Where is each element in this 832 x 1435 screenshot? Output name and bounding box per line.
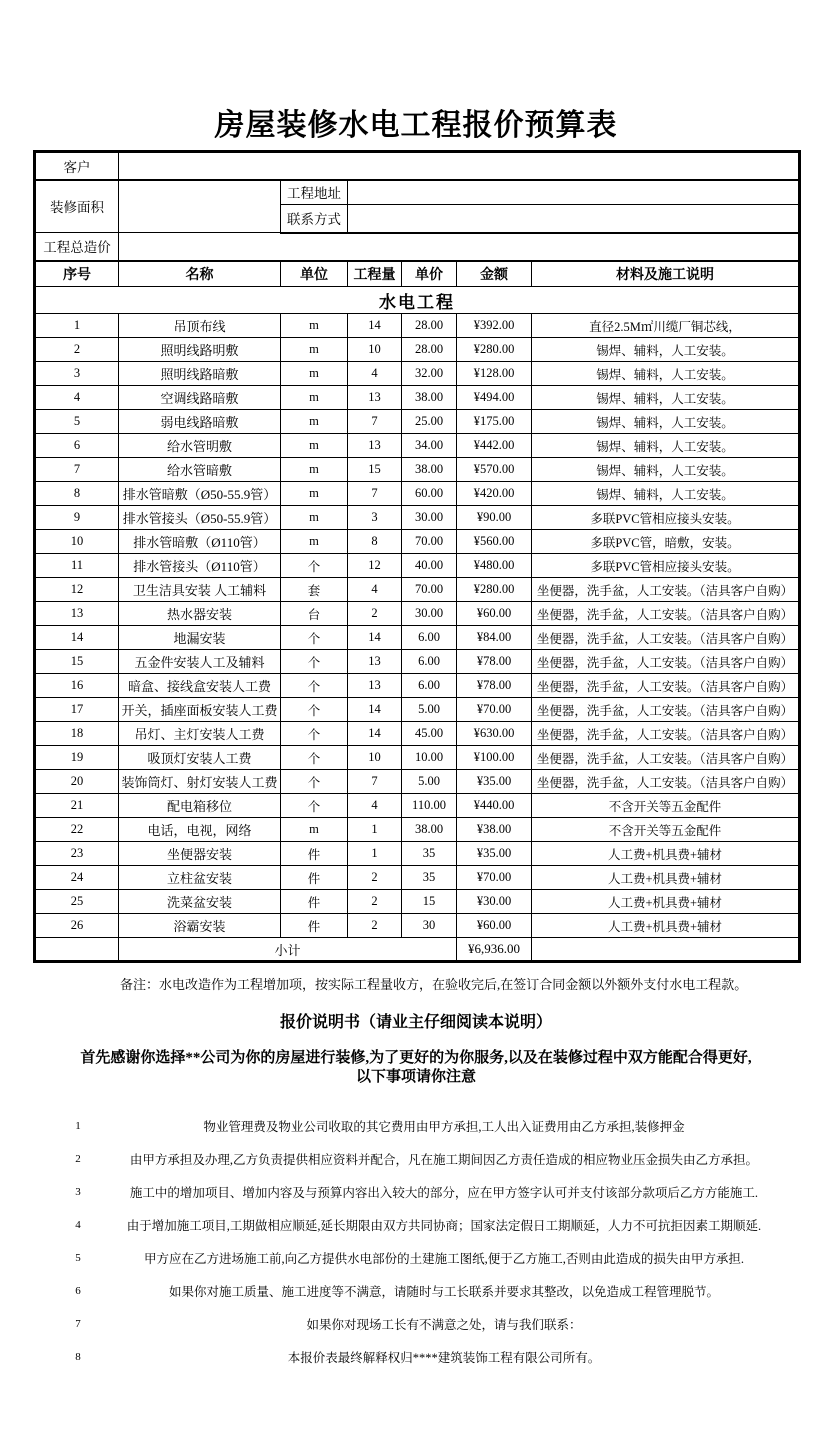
table-row [35,506,800,530]
row-no: 1 [35,314,119,338]
item-price: 30.00 [402,602,457,626]
row-no: 6 [35,434,119,458]
item-name: 照明线路暗敷 [119,362,281,386]
item-unit: 个 [281,650,348,674]
total-value [119,233,800,261]
table-row [35,482,800,506]
item-note: 坐便器，洗手盆，人工安装。（洁具客户自购） [532,626,800,650]
notice-item [0,1340,832,1373]
item-note: 不含开关等五金配件 [532,818,800,842]
notice-item [0,1241,832,1274]
notice-item-number: 1 [75,1119,81,1132]
notice-item [0,1175,832,1208]
row-no: 18 [35,722,119,746]
item-price: 40.00 [402,554,457,578]
item-unit: m [281,482,348,506]
table-row [35,578,800,602]
item-note: 不含开关等五金配件 [532,794,800,818]
item-amount: ¥560.00 [457,530,532,554]
item-amount: ¥38.00 [457,818,532,842]
item-qty: 14 [348,722,402,746]
table-row [35,746,800,770]
item-name: 吊顶布线 [119,314,281,338]
area-value [119,180,281,233]
item-unit: 个 [281,626,348,650]
item-qty: 1 [348,818,402,842]
item-name: 开关，插座面板安装人工费 [119,698,281,722]
table-row [35,818,800,842]
item-qty: 7 [348,410,402,434]
item-price: 5.00 [402,770,457,794]
item-note: 坐便器，洗手盆，人工安装。（洁具客户自购） [532,674,800,698]
item-note: 坐便器，洗手盆，人工安装。（洁具客户自购） [532,650,800,674]
item-price: 110.00 [402,794,457,818]
item-amount: ¥494.00 [457,386,532,410]
item-name: 装饰筒灯、射灯安装人工费 [119,770,281,794]
item-note: 坐便器，洗手盆，人工安装。（洁具客户自购） [532,770,800,794]
col-header-no: 序号 [35,261,119,287]
col-header-qty: 工程量 [348,261,402,287]
row-no: 16 [35,674,119,698]
item-amount: ¥280.00 [457,338,532,362]
item-note: 人工费+机具费+辅材 [532,890,800,914]
item-unit: 个 [281,698,348,722]
item-name: 排水管接头（Ø110管） [119,554,281,578]
table-row [35,842,800,866]
item-unit: m [281,314,348,338]
section-title: 水电工程 [35,287,800,314]
item-note: 多联PVC管相应接头安装。 [532,554,800,578]
item-name: 五金件安装人工及辅料 [119,650,281,674]
item-price: 6.00 [402,650,457,674]
item-qty: 12 [348,554,402,578]
col-header-unit: 单位 [281,261,348,287]
item-unit: 套 [281,578,348,602]
table-row [35,722,800,746]
notice-list [0,1109,832,1373]
row-no: 24 [35,866,119,890]
notice-item-number: 8 [75,1350,81,1363]
table-row [35,698,800,722]
item-qty: 4 [348,362,402,386]
item-name: 配电箱移位 [119,794,281,818]
item-qty: 15 [348,458,402,482]
item-price: 34.00 [402,434,457,458]
item-note: 锡焊、辅料，人工安装。 [532,482,800,506]
subtotal-label: 小计 [119,938,457,962]
notice-item [0,1274,832,1307]
item-name: 吸顶灯安装人工费 [119,746,281,770]
item-qty: 13 [348,434,402,458]
item-qty: 7 [348,770,402,794]
item-name: 暗盒、接线盒安装人工费 [119,674,281,698]
notice-item-text: 物业管理费及物业公司收取的其它费用由甲方承担,工人出入证费用由乙方承担,装修押金 [203,1119,685,1134]
item-amount: ¥84.00 [457,626,532,650]
item-qty: 14 [348,314,402,338]
item-qty: 4 [348,578,402,602]
item-note: 锡焊、辅料，人工安装。 [532,362,800,386]
item-unit: 个 [281,554,348,578]
item-name: 排水管暗敷（Ø50-55.9管） [119,482,281,506]
item-price: 38.00 [402,458,457,482]
item-qty: 3 [348,506,402,530]
quotation-table [33,150,801,963]
item-qty: 4 [348,794,402,818]
item-price: 38.00 [402,386,457,410]
row-no: 9 [35,506,119,530]
item-amount: ¥60.00 [457,602,532,626]
table-row [35,626,800,650]
notice-item-number: 3 [75,1185,81,1198]
row-no: 21 [35,794,119,818]
customer-label: 客户 [35,152,119,180]
item-name: 洗菜盆安装 [119,890,281,914]
item-unit: 个 [281,770,348,794]
item-note: 多联PVC管相应接头安装。 [532,506,800,530]
notice-intro [0,1049,832,1087]
notice-item-number: 2 [75,1152,81,1165]
table-row [35,434,800,458]
item-name: 地漏安装 [119,626,281,650]
page-title: 房屋装修水电工程报价预算表 [214,109,618,142]
item-amount: ¥70.00 [457,698,532,722]
table-header-row [35,261,800,287]
table-row [35,530,800,554]
row-no: 2 [35,338,119,362]
item-name: 吊灯、主灯安装人工费 [119,722,281,746]
notice-item [0,1307,832,1340]
row-no: 13 [35,602,119,626]
item-amount: ¥60.00 [457,914,532,938]
item-qty: 10 [348,746,402,770]
row-no: 5 [35,410,119,434]
item-qty: 13 [348,386,402,410]
table-row [35,914,800,938]
table-row [35,890,800,914]
row-no: 26 [35,914,119,938]
notice-item [0,1109,832,1142]
item-amount: ¥280.00 [457,578,532,602]
row-no: 20 [35,770,119,794]
table-row [35,386,800,410]
row-no: 17 [35,698,119,722]
item-qty: 10 [348,338,402,362]
item-unit: m [281,458,348,482]
row-no: 4 [35,386,119,410]
table-row [35,674,800,698]
item-amount: ¥78.00 [457,674,532,698]
notice-item-number: 5 [75,1251,81,1264]
notice-item-text: 如果你对现场工长有不满意之处，请与我们联系： [306,1317,582,1332]
item-unit: m [281,818,348,842]
notice-item-text: 由于增加施工项目,工期做相应顺延,延长期限由双方共同协商；国家法定假日工期顺延，人力不可抗拒因素工期顺延. [126,1218,762,1233]
row-no: 23 [35,842,119,866]
row-no: 25 [35,890,119,914]
item-note: 直径2.5M㎡川缆厂铜芯线， [532,314,800,338]
item-price: 15 [402,890,457,914]
item-amount: ¥392.00 [457,314,532,338]
item-price: 60.00 [402,482,457,506]
table-row [35,410,800,434]
row-no: 14 [35,626,119,650]
item-price: 25.00 [402,410,457,434]
item-unit: m [281,362,348,386]
item-price: 30 [402,914,457,938]
item-name: 卫生洁具安装 人工辅料 [119,578,281,602]
item-amount: ¥442.00 [457,434,532,458]
item-qty: 2 [348,866,402,890]
item-unit: 个 [281,746,348,770]
item-amount: ¥78.00 [457,650,532,674]
item-amount: ¥630.00 [457,722,532,746]
item-unit: 件 [281,866,348,890]
total-cost-row [35,233,800,261]
table-row [35,794,800,818]
item-name: 电话，电视，网络 [119,818,281,842]
table-row [35,362,800,386]
row-no: 3 [35,362,119,386]
item-unit: m [281,506,348,530]
item-qty: 8 [348,530,402,554]
item-name: 给水管明敷 [119,434,281,458]
item-note: 人工费+机具费+辅材 [532,914,800,938]
row-no: 12 [35,578,119,602]
item-amount: ¥420.00 [457,482,532,506]
item-name: 排水管暗敷（Ø110管） [119,530,281,554]
item-note: 坐便器，洗手盆，人工安装。（洁具客户自购） [532,602,800,626]
notice-intro-line2: 以下事项请你注意 [355,1069,476,1085]
row-no: 7 [35,458,119,482]
item-price: 6.00 [402,674,457,698]
item-price: 38.00 [402,818,457,842]
item-unit: m [281,530,348,554]
item-unit: m [281,386,348,410]
notice-heading: 报价说明书（请业主仔细阅读本说明） [279,1014,552,1031]
address-label: 工程地址 [281,180,348,205]
item-unit: m [281,338,348,362]
item-unit: 件 [281,914,348,938]
item-amount: ¥35.00 [457,842,532,866]
area-label: 装修面积 [35,180,119,233]
item-amount: ¥440.00 [457,794,532,818]
item-unit: 件 [281,842,348,866]
item-price: 10.00 [402,746,457,770]
item-note: 多联PVC管，暗敷，安装。 [532,530,800,554]
item-name: 排水管接头（Ø50-55.9管） [119,506,281,530]
remark-note: 备注：水电改造作为工程增加项，按实际工程量收方，在验收完后,在签订合同金额以外额外支付水电工程款。 [120,977,748,992]
item-amount: ¥30.00 [457,890,532,914]
notice-item-number: 7 [75,1317,81,1330]
item-name: 给水管暗敷 [119,458,281,482]
row-no: 15 [35,650,119,674]
item-note: 人工费+机具费+辅材 [532,842,800,866]
item-name: 弱电线路暗敷 [119,410,281,434]
item-name: 坐便器安装 [119,842,281,866]
notice-item-text: 由甲方承担及办理,乙方负责提供相应资料并配合，凡在施工期间因乙方责任造成的相应物业压金损失由乙方承担。 [129,1152,759,1167]
row-no: 19 [35,746,119,770]
notice-item-text: 本报价表最终解释权归****建筑装饰工程有限公司所有。 [287,1350,601,1365]
area-address-row [35,180,800,205]
item-note: 锡焊、辅料，人工安装。 [532,458,800,482]
contact-label: 联系方式 [281,205,348,233]
subtotal-empty-no [35,938,119,962]
item-amount: ¥128.00 [457,362,532,386]
table-row [35,338,800,362]
table-row [35,770,800,794]
item-price: 32.00 [402,362,457,386]
item-unit: 台 [281,602,348,626]
item-note: 坐便器，洗手盆，人工安装。（洁具客户自购） [532,722,800,746]
item-note: 锡焊、辅料，人工安装。 [532,386,800,410]
item-note: 锡焊、辅料，人工安装。 [532,434,800,458]
total-label: 工程总造价 [35,233,119,261]
item-qty: 1 [348,842,402,866]
item-unit: 件 [281,890,348,914]
notice-intro-line1: 首先感谢你选择**公司为你的房屋进行装修,为了更好的为你服务,以及在装修过程中双方能配合得更好, [80,1050,752,1066]
col-header-note: 材料及施工说明 [532,261,800,287]
item-note: 人工费+机具费+辅材 [532,866,800,890]
item-qty: 14 [348,626,402,650]
item-name: 立柱盆安装 [119,866,281,890]
item-price: 28.00 [402,314,457,338]
table-row [35,554,800,578]
item-qty: 2 [348,914,402,938]
customer-value [119,152,800,180]
table-row [35,602,800,626]
item-price: 30.00 [402,506,457,530]
notice-item [0,1208,832,1241]
item-price: 35 [402,866,457,890]
item-price: 45.00 [402,722,457,746]
item-note: 锡焊、辅料，人工安装。 [532,410,800,434]
item-unit: 个 [281,722,348,746]
item-name: 热水器安装 [119,602,281,626]
item-name: 照明线路明敷 [119,338,281,362]
item-unit: m [281,410,348,434]
item-unit: m [281,434,348,458]
table-row [35,314,800,338]
table-row [35,650,800,674]
row-no: 10 [35,530,119,554]
item-price: 6.00 [402,626,457,650]
subtotal-amount: ¥6,936.00 [457,938,532,962]
item-price: 70.00 [402,530,457,554]
row-no: 22 [35,818,119,842]
address-value [348,180,800,205]
row-no: 8 [35,482,119,506]
notice-item-number: 6 [75,1284,81,1297]
item-qty: 2 [348,602,402,626]
notice-item-text: 甲方应在乙方进场施工前,向乙方提供水电部份的土建施工图纸,便于乙方施工,否则由此造成的损失由甲方承担. [143,1251,744,1266]
subtotal-row [35,938,800,962]
item-amount: ¥480.00 [457,554,532,578]
col-header-amount: 金额 [457,261,532,287]
subtotal-empty-note [532,938,800,962]
notice-item [0,1142,832,1175]
item-qty: 13 [348,674,402,698]
customer-row [35,152,800,180]
item-qty: 13 [348,650,402,674]
item-note: 坐便器，洗手盆，人工安装。（洁具客户自购） [532,746,800,770]
row-no: 11 [35,554,119,578]
table-row [35,458,800,482]
item-unit: 个 [281,674,348,698]
notice-item-number: 4 [75,1218,81,1231]
item-qty: 2 [348,890,402,914]
col-header-price: 单价 [402,261,457,287]
item-qty: 7 [348,482,402,506]
item-amount: ¥100.00 [457,746,532,770]
item-unit: 个 [281,794,348,818]
item-price: 35 [402,842,457,866]
item-price: 70.00 [402,578,457,602]
col-header-name: 名称 [119,261,281,287]
notice-item-text: 如果你对施工质量、施工进度等不满意，请随时与工长联系并要求其整改，以免造成工程管理脱节。 [168,1284,719,1299]
item-name: 空调线路暗敷 [119,386,281,410]
item-note: 锡焊、辅料，人工安装。 [532,338,800,362]
item-amount: ¥35.00 [457,770,532,794]
item-price: 28.00 [402,338,457,362]
item-amount: ¥70.00 [457,866,532,890]
item-amount: ¥570.00 [457,458,532,482]
item-qty: 14 [348,698,402,722]
item-name: 浴霸安装 [119,914,281,938]
item-note: 坐便器，洗手盆，人工安装。（洁具客户自购） [532,698,800,722]
contact-value [348,205,800,233]
item-note: 坐便器，洗手盆，人工安装。（洁具客户自购） [532,578,800,602]
item-amount: ¥175.00 [457,410,532,434]
section-header-row [35,287,800,314]
notice-item-text: 施工中的增加项目、增加内容及与预算内容出入较大的部分，应在甲方签字认可并支付该部分款项后乙方方能施工. [129,1185,759,1200]
item-amount: ¥90.00 [457,506,532,530]
item-price: 5.00 [402,698,457,722]
table-row [35,866,800,890]
